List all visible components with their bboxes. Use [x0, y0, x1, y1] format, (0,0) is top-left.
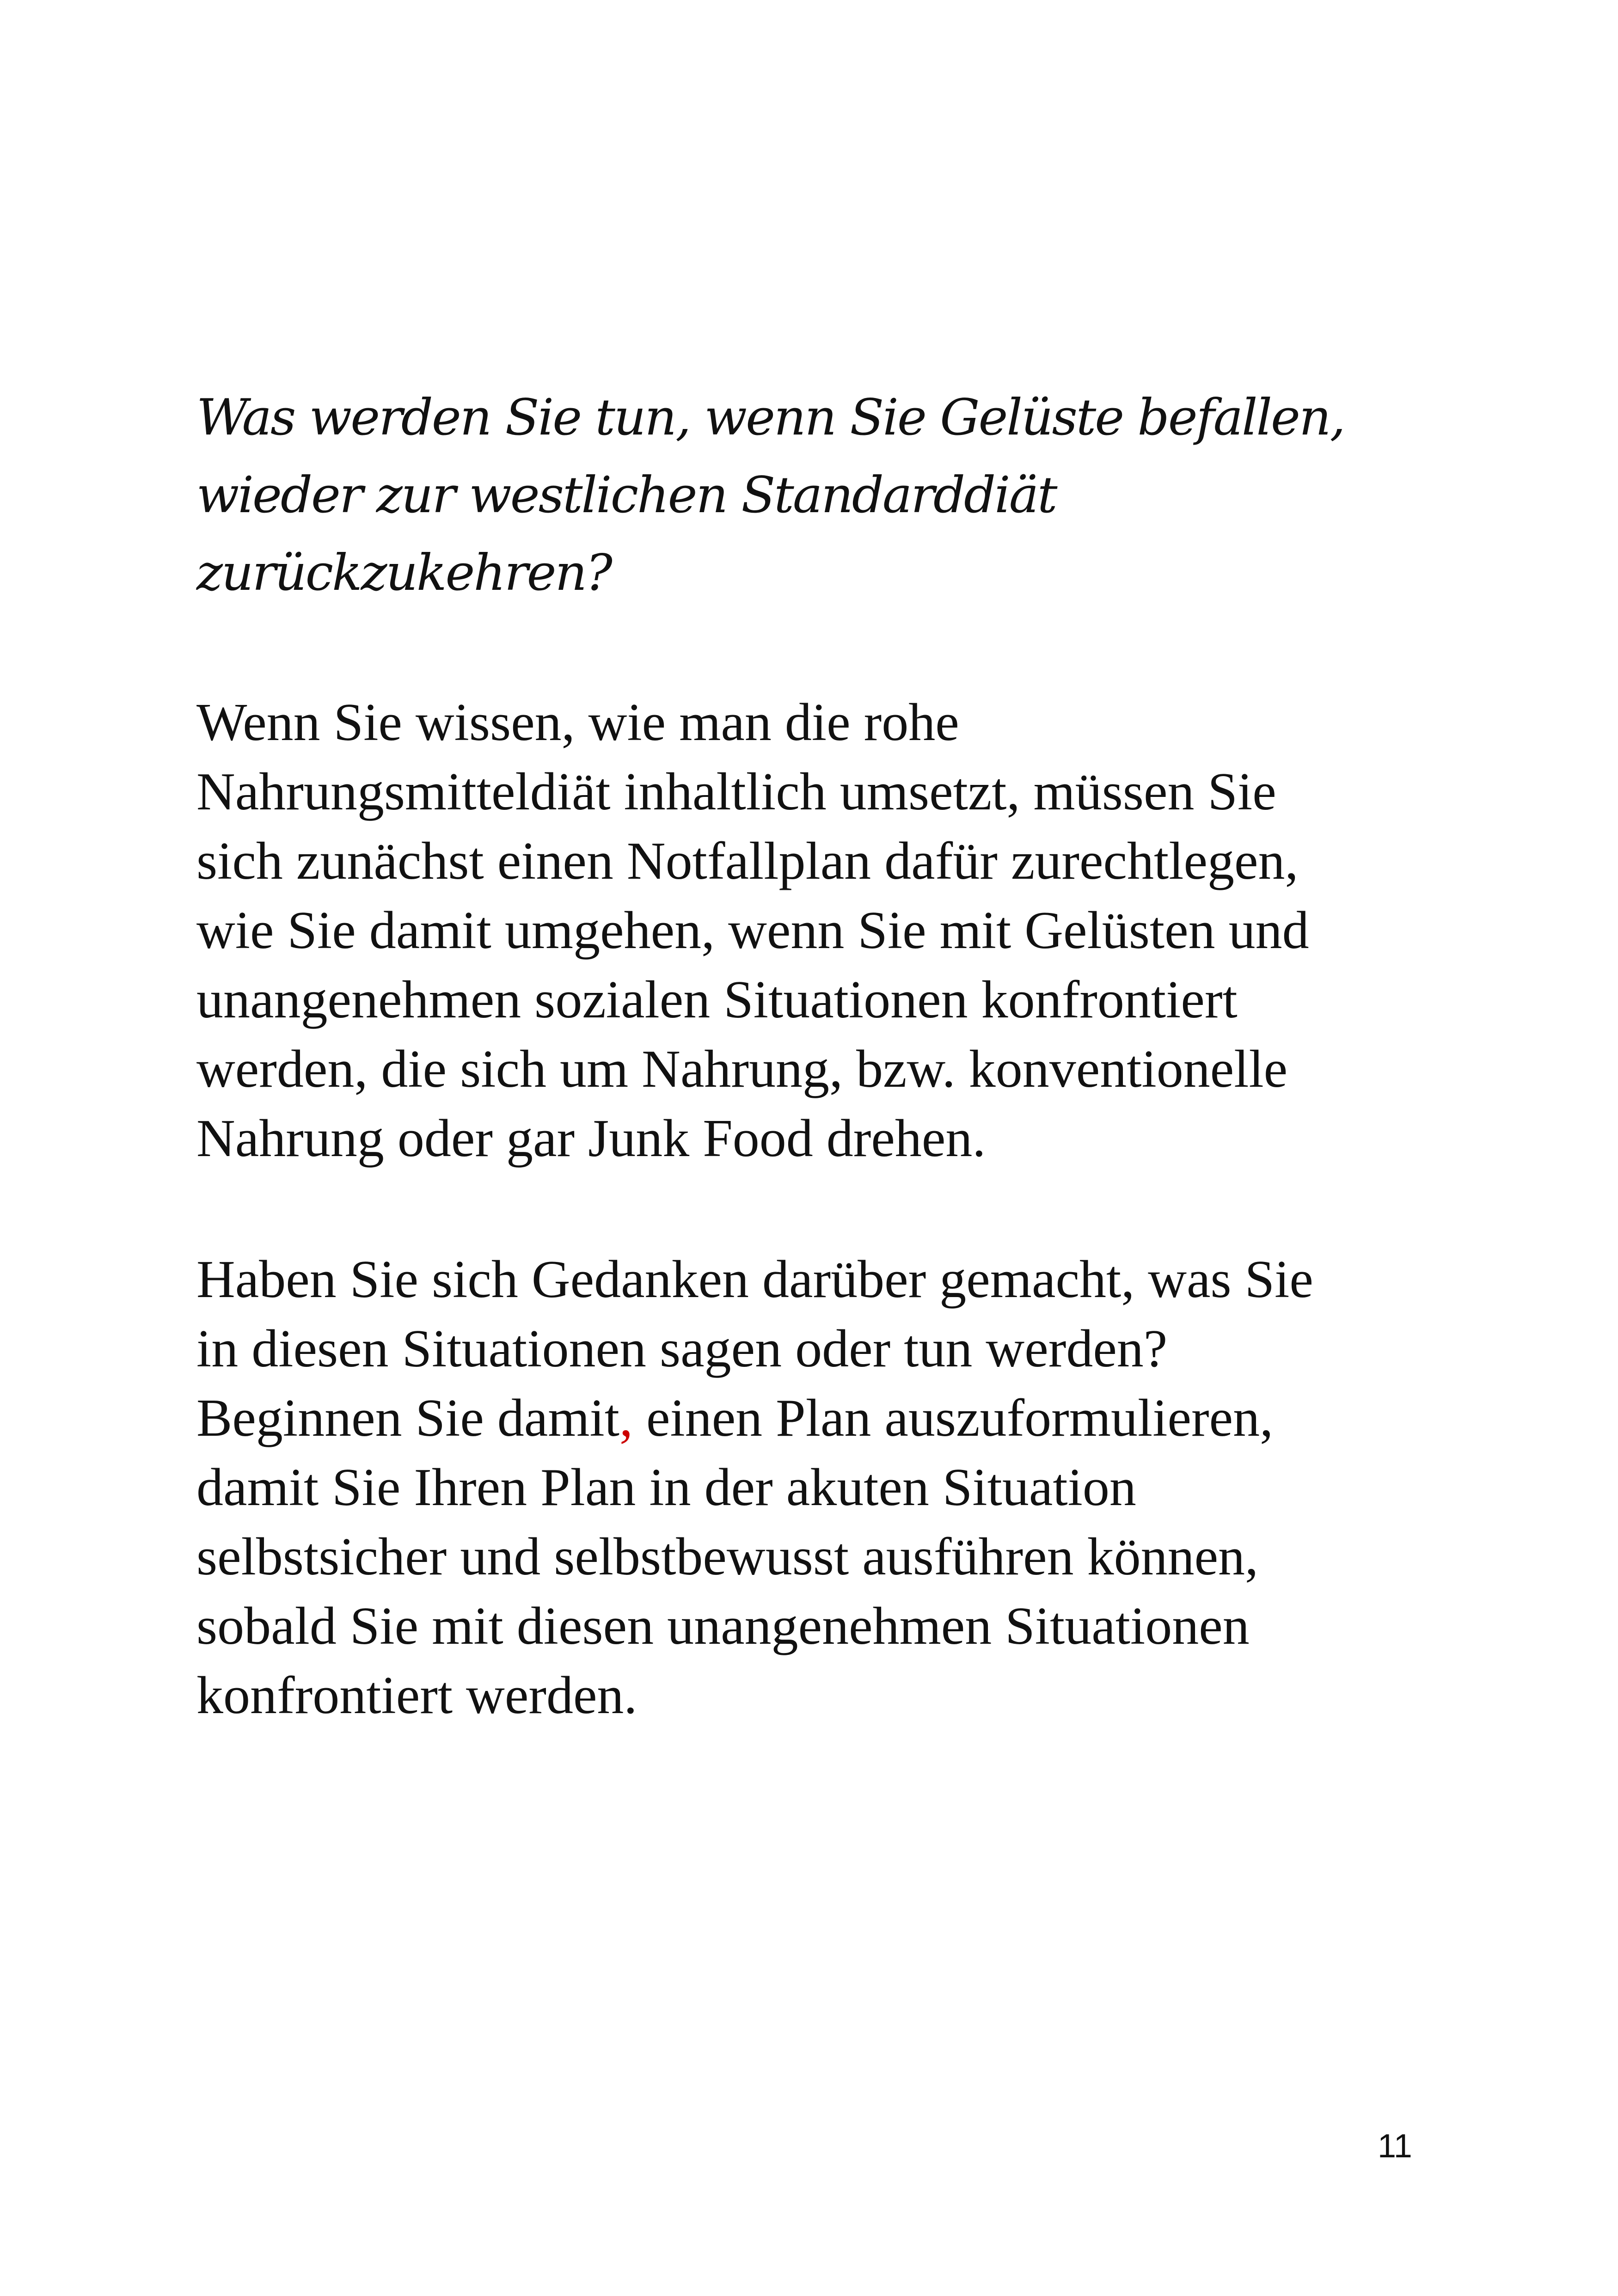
paragraph-line: werden, die sich um Nahrung, bzw. konventionelle — [196, 1040, 1288, 1099]
paragraph-line: sobald Sie mit diesen unangenehmen Situationen — [196, 1597, 1250, 1656]
paragraph-line-start: Beginnen Sie damit — [196, 1389, 619, 1448]
highlighted-comma: , — [619, 1389, 633, 1448]
heading-line: zurückzukehren? — [196, 544, 611, 602]
paragraph-line: Nahrungsmitteldiät inhaltlich umsetzt, müssen Sie — [196, 762, 1276, 821]
paragraph-line: wie Sie damit umgehen, wenn Sie mit Gelüsten und — [196, 901, 1309, 960]
paragraph-line: in diesen Situationen sagen oder tun werden? — [196, 1319, 1168, 1378]
paragraph-line: Nahrung oder gar Junk Food drehen. — [196, 1109, 986, 1168]
heading-line: wieder zur westlichen Standarddiät — [196, 466, 1056, 524]
paragraph-line — [196, 1384, 1445, 1453]
section-heading — [196, 379, 1445, 612]
paragraph-line: sich zunächst einen Notfallplan dafür zurechtlegen, — [196, 832, 1299, 891]
paragraph-line: Wenn Sie wissen, wie man die rohe — [196, 693, 959, 752]
paragraph-line: konfrontiert werden. — [196, 1666, 637, 1725]
body-paragraph — [196, 1245, 1445, 1730]
paragraph-line: damit Sie Ihren Plan in der akuten Situation — [196, 1458, 1136, 1517]
paragraph-line: unangenehmen sozialen Situationen konfrontiert — [196, 970, 1238, 1029]
heading-line: Was werden Sie tun, wenn Sie Gelüste befallen, — [196, 389, 1344, 447]
body-paragraph — [196, 688, 1445, 1173]
paragraph-line: Haben Sie sich Gedanken darüber gemacht, was Sie — [196, 1250, 1313, 1309]
page-number: 11 — [1378, 2128, 1412, 2165]
paragraph-line-end: einen Plan auszuformulieren, — [632, 1389, 1274, 1448]
paragraph-line: selbstsicher und selbstbewusst ausführen können, — [196, 1527, 1259, 1586]
